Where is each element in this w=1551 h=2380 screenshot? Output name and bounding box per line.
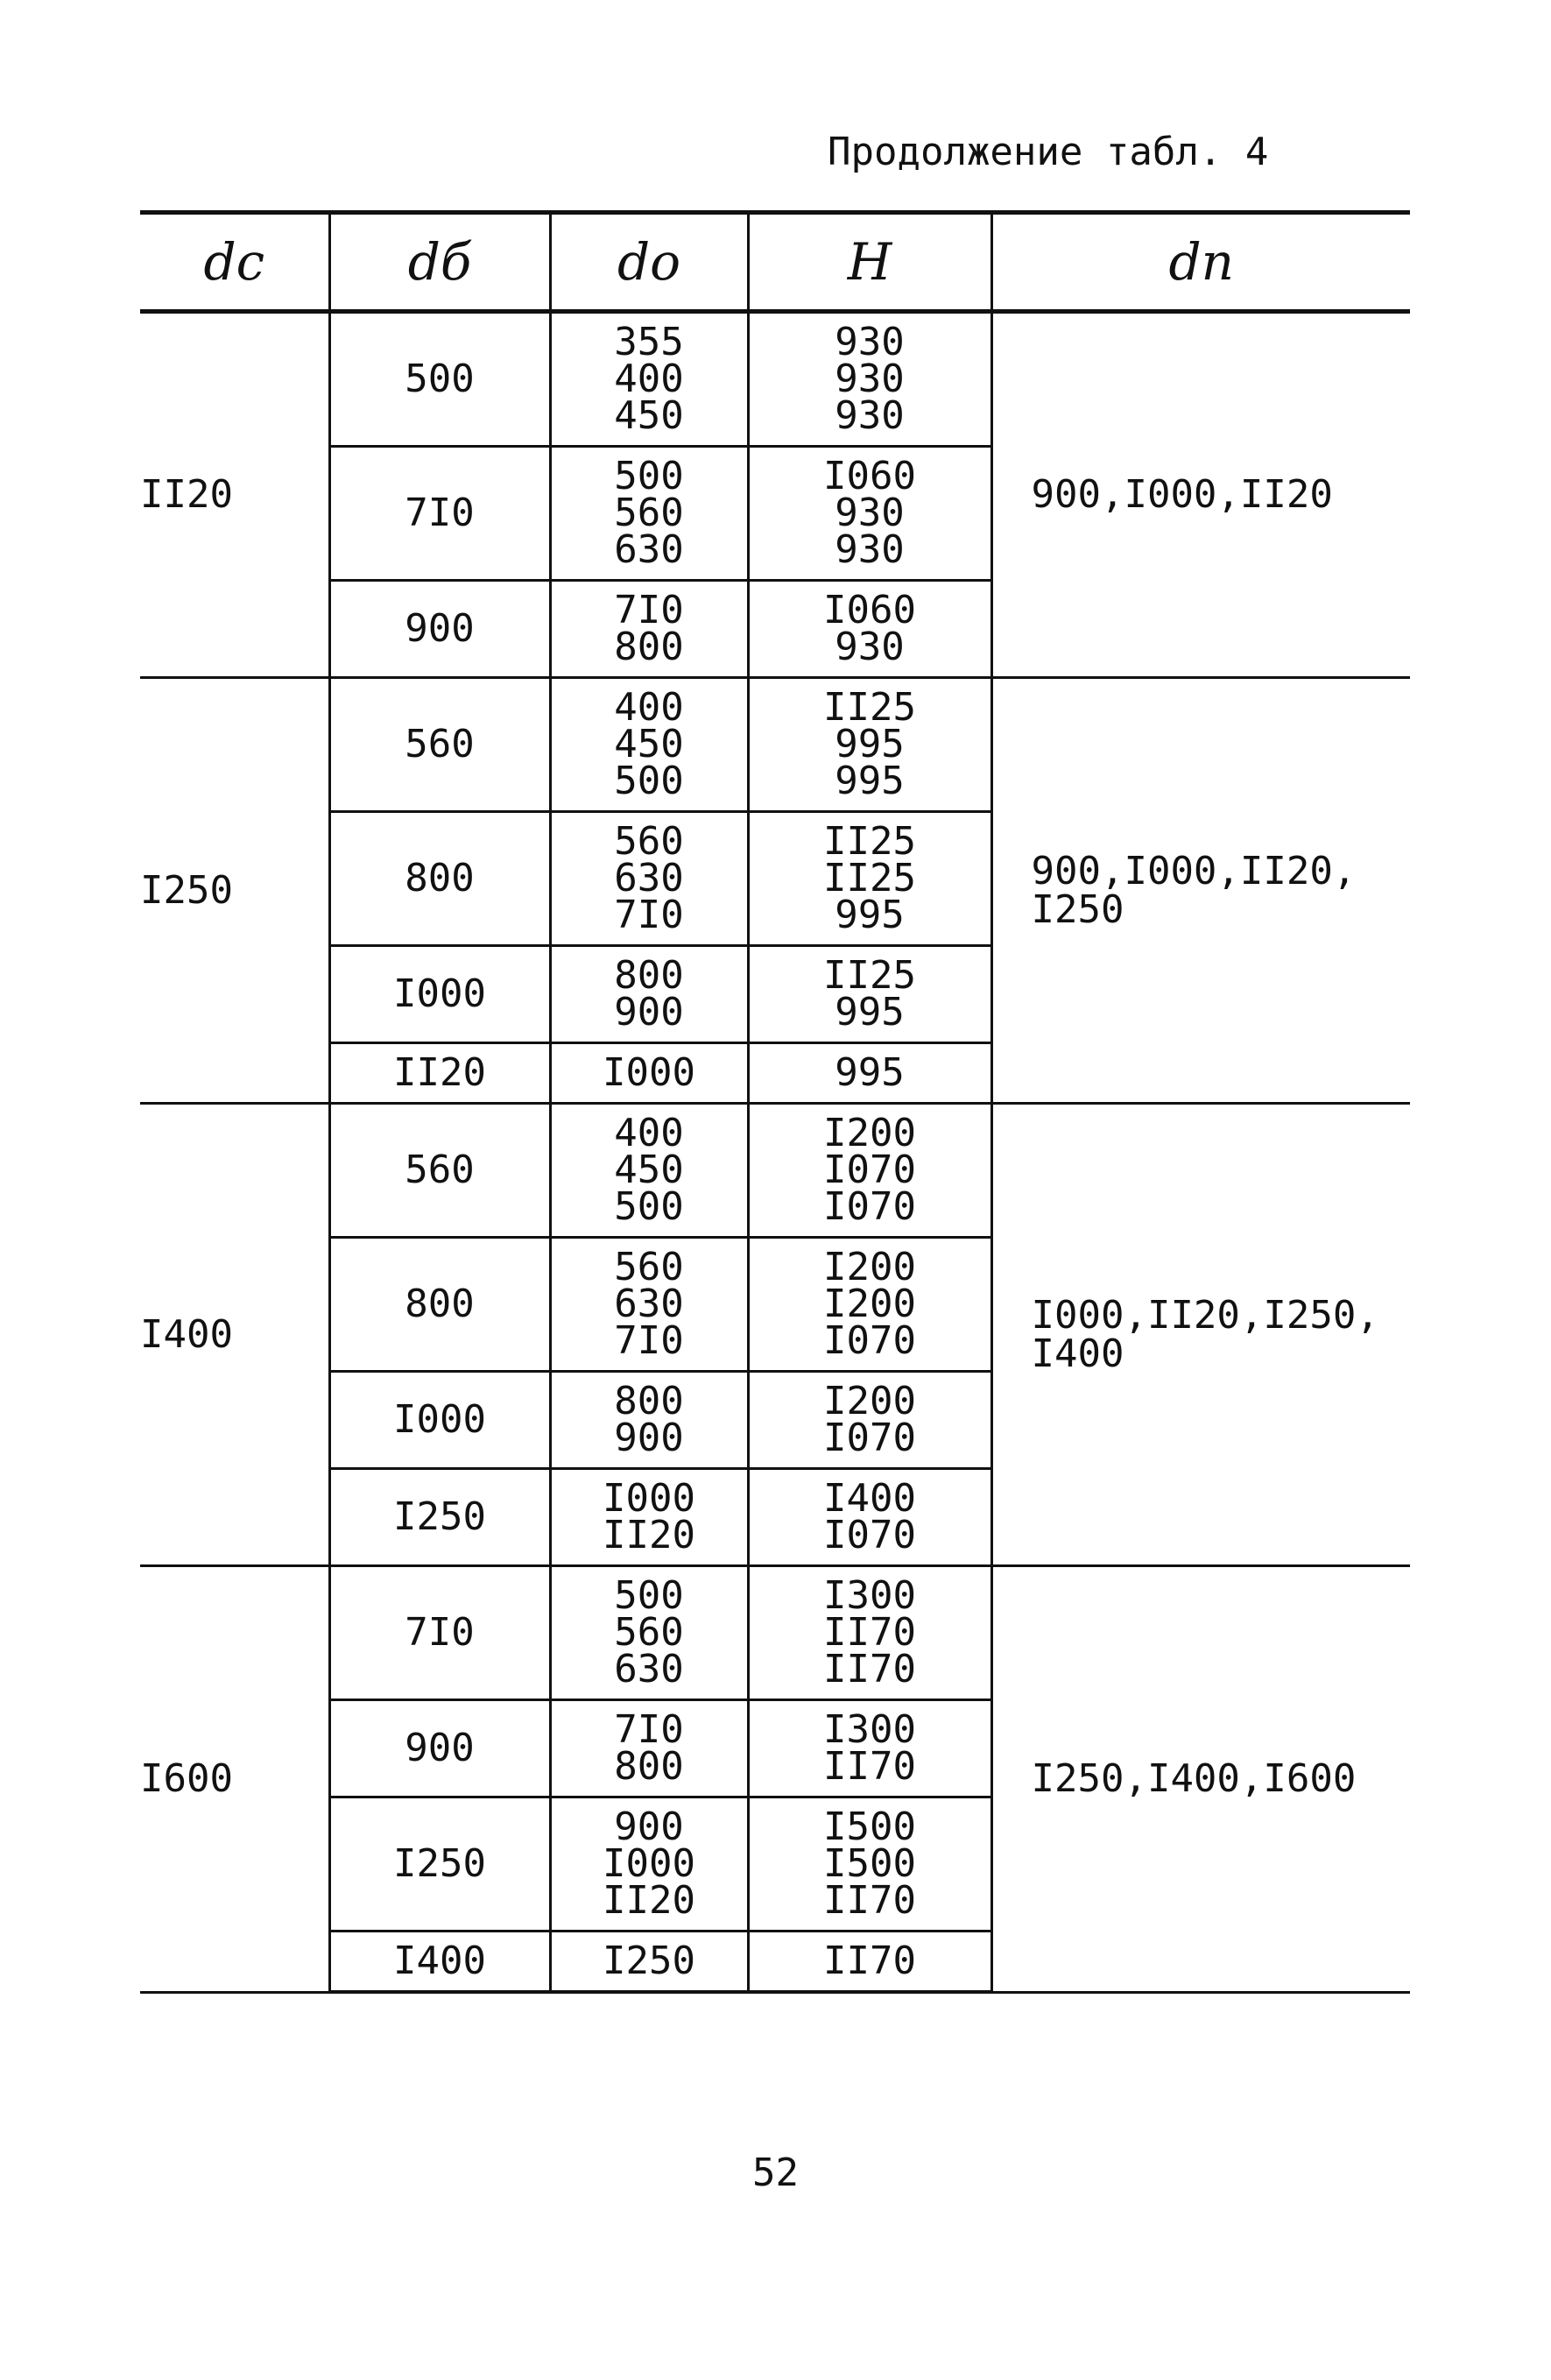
cell-dn: 900,I000,II20 (991, 312, 1410, 678)
value-do: 560 (614, 1245, 684, 1289)
value-do: 630 (614, 1282, 684, 1326)
table-row (140, 678, 1410, 812)
value-h: I070 (823, 1184, 916, 1229)
value-do: 400 (614, 1111, 684, 1155)
cell-db: I000 (329, 1372, 550, 1469)
value-do: II20 (603, 1513, 695, 1557)
header-dn: dп (991, 213, 1410, 312)
value-h: 930 (835, 527, 905, 572)
value-do: 630 (614, 1647, 684, 1691)
value-do: 900 (614, 1804, 684, 1849)
value-h: I070 (823, 1513, 916, 1557)
cell-db: 800 (329, 1238, 550, 1372)
cell-h (748, 678, 991, 812)
cell-do (550, 1469, 748, 1566)
cell-db: 560 (329, 678, 550, 812)
value-h: II70 (823, 1610, 916, 1655)
value-do: 450 (614, 1148, 684, 1192)
table-row (140, 1104, 1410, 1238)
cell-do (550, 1700, 748, 1797)
cell-do (550, 312, 748, 447)
cell-dc: I250 (140, 678, 329, 1104)
value-do: 800 (614, 625, 684, 669)
cell-db: 560 (329, 1104, 550, 1238)
cell-db: I000 (329, 946, 550, 1043)
value-do: 7I0 (614, 1707, 684, 1752)
value-h: 930 (835, 625, 905, 669)
value-h: 930 (835, 491, 905, 535)
header-h: H (748, 213, 991, 312)
dimensions-table (140, 210, 1410, 1994)
value-h: II25 (823, 685, 916, 730)
cell-dc: I600 (140, 1566, 329, 1993)
value-h: 995 (835, 722, 905, 766)
value-do: 355 (614, 320, 684, 364)
value-h: I400 (823, 1476, 916, 1521)
cell-dc: II20 (140, 312, 329, 678)
value-h: I500 (823, 1804, 916, 1849)
cell-db: I400 (329, 1932, 550, 1993)
value-do: 7I0 (614, 893, 684, 937)
value-do: 450 (614, 393, 684, 438)
value-do: 560 (614, 819, 684, 864)
value-do: I250 (603, 1939, 695, 1983)
value-do: 500 (614, 1184, 684, 1229)
value-h: I070 (823, 1148, 916, 1192)
cell-h (748, 1238, 991, 1372)
cell-do (550, 447, 748, 581)
cell-h (748, 1797, 991, 1932)
table-row (140, 1566, 1410, 1700)
value-h: II25 (823, 819, 916, 864)
value-do: 900 (614, 990, 684, 1035)
cell-do (550, 1797, 748, 1932)
value-h: I060 (823, 454, 916, 498)
value-h: 930 (835, 320, 905, 364)
value-do: 800 (614, 1744, 684, 1789)
cell-h (748, 812, 991, 946)
value-do: 800 (614, 953, 684, 998)
table-body (140, 312, 1410, 1993)
cell-dn: I250,I400,I600 (991, 1566, 1410, 1993)
value-do: 7I0 (614, 1318, 684, 1363)
value-h: 930 (835, 393, 905, 438)
value-do: 400 (614, 357, 684, 401)
value-h: I200 (823, 1379, 916, 1423)
value-do: 900 (614, 1416, 684, 1460)
cell-db: 800 (329, 812, 550, 946)
value-do: 500 (614, 759, 684, 803)
value-h: I070 (823, 1416, 916, 1460)
value-h: I300 (823, 1573, 916, 1618)
value-h: I200 (823, 1282, 916, 1326)
value-h: II25 (823, 856, 916, 900)
value-do: 500 (614, 454, 684, 498)
cell-db: I250 (329, 1797, 550, 1932)
cell-do (550, 1238, 748, 1372)
cell-h (748, 1372, 991, 1469)
table-row (140, 312, 1410, 447)
cell-db: I250 (329, 1469, 550, 1566)
value-h: I070 (823, 1318, 916, 1363)
value-h: 995 (835, 759, 905, 803)
cell-do (550, 581, 748, 678)
value-do: II20 (603, 1878, 695, 1923)
cell-do (550, 1566, 748, 1700)
value-do: 560 (614, 1610, 684, 1655)
header-do: do (550, 213, 748, 312)
header-db: dб (329, 213, 550, 312)
value-h: 995 (835, 893, 905, 937)
cell-h (748, 1104, 991, 1238)
cell-do (550, 1372, 748, 1469)
cell-do (550, 1104, 748, 1238)
cell-dc: I400 (140, 1104, 329, 1566)
cell-db: 7I0 (329, 1566, 550, 1700)
value-h: I200 (823, 1245, 916, 1289)
value-h: II70 (823, 1939, 916, 1983)
cell-db: II20 (329, 1043, 550, 1104)
cell-do (550, 812, 748, 946)
value-h: I300 (823, 1707, 916, 1752)
value-do: 450 (614, 722, 684, 766)
cell-h (748, 581, 991, 678)
cell-h (748, 447, 991, 581)
cell-do (550, 1043, 748, 1104)
value-do: I000 (603, 1476, 695, 1521)
cell-h (748, 1700, 991, 1797)
value-h: I060 (823, 588, 916, 632)
value-do: 7I0 (614, 588, 684, 632)
header-dc: dc (140, 213, 329, 312)
value-h: II70 (823, 1878, 916, 1923)
cell-h (748, 946, 991, 1043)
value-h: II70 (823, 1744, 916, 1789)
value-h: II70 (823, 1647, 916, 1691)
value-h: I500 (823, 1841, 916, 1886)
cell-h (748, 312, 991, 447)
cell-do (550, 678, 748, 812)
cell-do (550, 946, 748, 1043)
cell-dn: I000,II20,I250, I400 (991, 1104, 1410, 1566)
value-do: 630 (614, 856, 684, 900)
value-h: I200 (823, 1111, 916, 1155)
value-do: 400 (614, 685, 684, 730)
cell-db: 900 (329, 581, 550, 678)
cell-h (748, 1566, 991, 1700)
page-number: 52 (752, 2150, 799, 2195)
value-do: 500 (614, 1573, 684, 1618)
cell-db: 500 (329, 312, 550, 447)
value-h: 930 (835, 357, 905, 401)
cell-db: 7I0 (329, 447, 550, 581)
value-do: 560 (614, 491, 684, 535)
value-h: II25 (823, 953, 916, 998)
cell-do (550, 1932, 748, 1993)
cell-h (748, 1932, 991, 1993)
cell-dn: 900,I000,II20, I250 (991, 678, 1410, 1104)
table-header-row (140, 213, 1410, 312)
cell-h (748, 1469, 991, 1566)
value-do: I000 (603, 1841, 695, 1886)
table-continuation-caption: Продолжение табл. 4 (828, 130, 1269, 174)
value-h: 995 (835, 990, 905, 1035)
value-do: I000 (603, 1050, 695, 1095)
value-do: 800 (614, 1379, 684, 1423)
value-do: 630 (614, 527, 684, 572)
value-h: 995 (835, 1050, 905, 1095)
cell-db: 900 (329, 1700, 550, 1797)
cell-h (748, 1043, 991, 1104)
